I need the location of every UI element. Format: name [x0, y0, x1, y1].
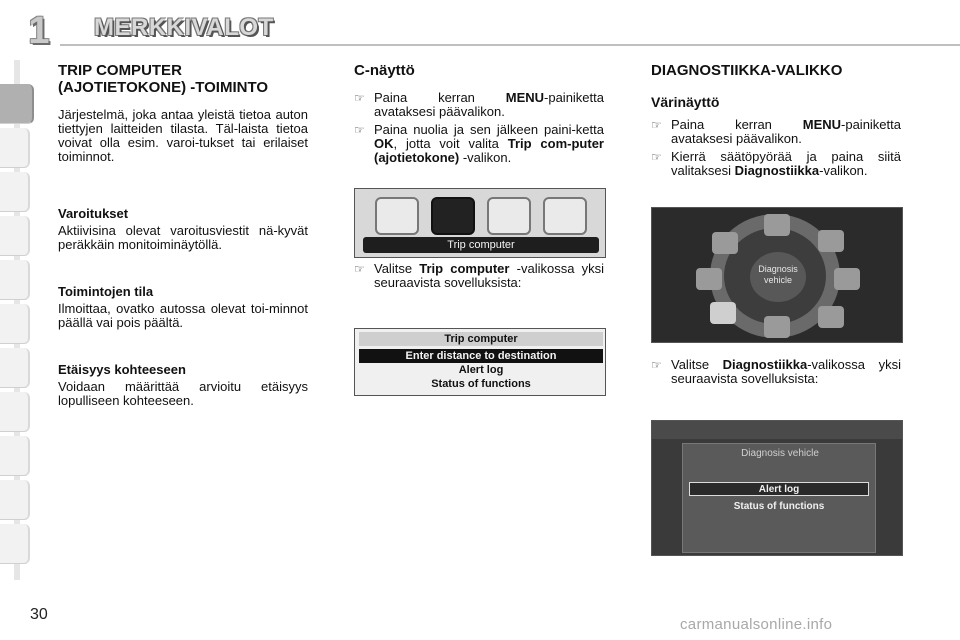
menu-key: MENU: [505, 90, 545, 105]
instruction-bullet: [651, 358, 901, 386]
fuel-pump-icon: [834, 268, 860, 290]
tools-icon: [710, 302, 736, 324]
watermark: carmanualsonline.info: [680, 616, 833, 633]
chapter-tab-active[interactable]: [0, 84, 34, 124]
header-divider: [60, 44, 960, 46]
navigation-icon: [375, 197, 419, 235]
fuel-pump-icon: [431, 197, 475, 235]
trip-computer-column: [58, 62, 308, 408]
diagnostics-column: [651, 62, 901, 182]
settings-sliders-icon: [487, 197, 531, 235]
text: Kierrä säätöpyörää ja paina siitä valitaksesi: [671, 149, 901, 178]
phone-icon: [543, 197, 587, 235]
screen-row: Alert log: [458, 364, 504, 376]
trip-computer-title: [58, 62, 308, 96]
screen-row-selected: Enter distance to destination: [359, 349, 603, 363]
section-text: Voidaan määrittää arvioitu etäisyys lopulliseen kohteeseen.: [58, 379, 308, 408]
screen-row: Status of functions: [431, 378, 531, 390]
section-function-status: [58, 284, 308, 330]
c-display-column-cont: [354, 262, 604, 294]
display-icon: [764, 316, 790, 338]
settings-sliders-icon: [818, 306, 844, 328]
page-number: 30: [30, 606, 48, 623]
instruction-bullet: [354, 262, 604, 290]
chapter-tab[interactable]: [0, 392, 30, 432]
menu-selected-label: Trip computer: [363, 237, 599, 253]
section-text: Aktiivisina olevat varoitusviestit nä-kyvät peräkkäin monitoiminäytöllä.: [58, 223, 308, 252]
diagnostics-wheel-screen-image: [651, 207, 903, 343]
screen-header: Diagnosis vehicle: [741, 448, 819, 459]
vehicle-icon: [818, 230, 844, 252]
c-display-title: C-näyttö: [354, 62, 415, 79]
chapter-tab[interactable]: [0, 260, 30, 300]
text: -valikon.: [459, 150, 512, 165]
main-menu-screen-image: [354, 188, 606, 258]
screen-row: Status of functions: [733, 501, 825, 512]
wheel-center-label: Diagnosis vehicle: [750, 252, 806, 302]
text: -valikon.: [819, 163, 868, 178]
screen-status-bar: [652, 421, 903, 439]
chapter-number: 1: [28, 9, 50, 52]
menu-key: MENU: [802, 117, 842, 132]
pointing-hand-icon: ☞: [651, 150, 662, 164]
menu-name: Trip com-puter (ajotietokone): [374, 136, 604, 165]
text: -valikossa yksi seuraavista sovelluksista:: [671, 357, 901, 386]
section-heading: Toimintojen tila: [58, 284, 154, 299]
text: Valitse: [671, 357, 723, 372]
chapter-tab[interactable]: [0, 436, 30, 476]
pointing-hand-icon: ☞: [354, 262, 365, 276]
text: Paina kerran: [671, 117, 803, 132]
screen-header: Trip computer: [359, 332, 603, 346]
color-display-subtitle: Värinäyttö: [651, 94, 720, 110]
section-distance: [58, 362, 308, 408]
chapter-tab[interactable]: [0, 172, 30, 212]
chapter-tab[interactable]: [0, 216, 30, 256]
chapter-tab[interactable]: [0, 128, 30, 168]
section-heading: Etäisyys kohteeseen: [58, 362, 186, 377]
menu-name: Trip computer: [419, 261, 510, 276]
chapter-badge: [14, 8, 64, 54]
chapter-tab[interactable]: [0, 348, 30, 388]
chapter-tab[interactable]: [0, 304, 30, 344]
text: , jotta voit valita: [393, 136, 508, 151]
section-text: Ilmoittaa, ovatko autossa olevat toi-minnot päällä vai pois päältä.: [58, 301, 308, 330]
menu-name: Diagnostiikka: [734, 163, 820, 178]
text: -painiketta avataksesi päävalikon.: [374, 90, 604, 119]
trip-computer-intro: Järjestelmä, joka antaa yleistä tietoa auton tiettyjen laitteiden tilasta. Täl-laista tietoa voivat olla esim. varoi-tukset tai erilaiset toiminnot.: [58, 107, 308, 164]
diagnostics-title: DIAGNOSTIIKKA-VALIKKO: [651, 62, 843, 79]
diagnostics-menu-screen-image: [651, 420, 903, 556]
menu-name: Diagnostiikka: [722, 357, 808, 372]
screen-row-selected: Alert log: [689, 482, 869, 496]
pointing-hand-icon: ☞: [651, 118, 662, 132]
warning-triangle-icon: [764, 214, 790, 236]
instruction-bullet: [651, 118, 901, 146]
c-display-column: [354, 62, 604, 169]
pointing-hand-icon: ☞: [354, 123, 365, 137]
compass-icon: [696, 268, 722, 290]
title-line-1: TRIP COMPUTER: [58, 62, 182, 79]
diagnostics-column-cont: [651, 358, 901, 390]
title-line-2: (AJOTIETOKONE) -TOIMINTO: [58, 79, 269, 96]
instruction-bullet: [651, 150, 901, 178]
page-header: [0, 0, 960, 58]
pointing-hand-icon: ☞: [651, 358, 662, 372]
pointing-hand-icon: ☞: [354, 91, 365, 105]
text: -valikossa yksi seuraavista sovelluksista:: [374, 261, 604, 290]
text: -painiketta avataksesi päävalikon.: [671, 117, 901, 146]
chapter-tab[interactable]: [0, 524, 30, 564]
text: Paina nuolia ja sen jälkeen paini-ketta: [374, 122, 604, 137]
text: Valitse: [374, 261, 420, 276]
text: Paina kerran: [374, 90, 506, 105]
navigation-icon: [712, 232, 738, 254]
trip-computer-menu-screen-image: [354, 328, 606, 396]
chapter-title: MERKKIVALOT: [94, 14, 274, 41]
section-warnings: [58, 206, 308, 252]
chapter-tab[interactable]: [0, 480, 30, 520]
instruction-bullet: [354, 123, 604, 165]
ok-key: OK: [374, 136, 394, 151]
instruction-bullet: [354, 91, 604, 119]
section-heading: Varoitukset: [58, 206, 129, 221]
screen-panel: [682, 443, 876, 553]
